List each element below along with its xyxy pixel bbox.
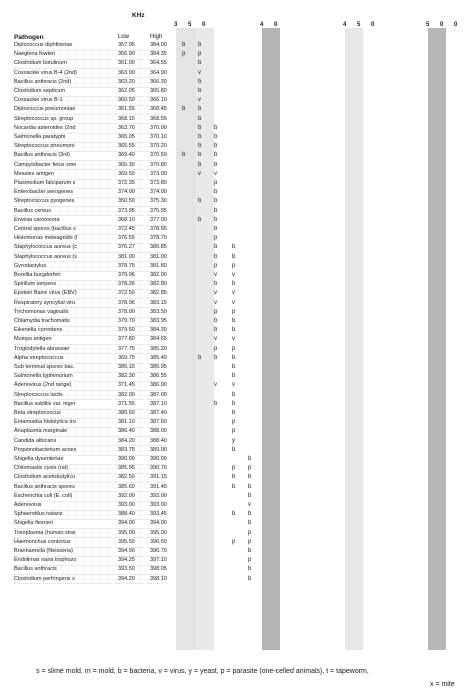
high-freq: 374.00 <box>150 189 167 196</box>
pathogen-name: Gyrodactylus <box>14 262 47 269</box>
legend-line-1: s = slime mold, m = mold, b = bacteria, v = virus, y = yeast, p = parasite (one-celled animals), t = tapeworm, <box>36 668 369 675</box>
frequency-band-3 <box>262 28 280 650</box>
type-mark: b <box>214 143 218 150</box>
pathogen-name: Mumps antigen <box>14 336 52 343</box>
pathogen-name: Salmonella paratyphi <box>14 134 66 140</box>
type-mark: p <box>248 557 252 564</box>
pathogen-name: Toxoplasma (human strai <box>14 529 76 536</box>
type-mark: b <box>214 281 218 288</box>
pathogen-name: Borellia burgdorferi <box>14 272 61 278</box>
type-mark: p <box>214 308 218 315</box>
high-freq: 390.09 <box>150 456 167 462</box>
high-freq: 398.10 <box>150 575 167 582</box>
low-freq: 363.70 <box>118 124 135 131</box>
high-freq: 382.00 <box>150 272 167 278</box>
col-pathogen: Pathogen <box>14 34 44 41</box>
high-freq: 370.80 <box>150 161 167 168</box>
pathogen-name: Shigella dysenteriae <box>14 456 64 462</box>
low-freq: 372.45 <box>118 226 135 232</box>
pathogen-name: Haemonchus contortus <box>14 538 71 545</box>
high-freq: 396.50 <box>150 538 167 545</box>
high-freq: 388.40 <box>150 437 167 444</box>
pathogen-name: Bacillus anthracis (2nd) <box>14 78 72 85</box>
type-mark: b <box>214 134 218 140</box>
type-mark: p <box>232 419 236 426</box>
high-freq: 384.65 <box>150 336 167 343</box>
low-freq: 365.30 <box>118 161 135 168</box>
type-mark: v <box>214 299 217 306</box>
type-mark: b <box>232 281 236 288</box>
low-freq: 360.50 <box>118 97 135 104</box>
high-freq: 364.55 <box>150 60 167 67</box>
low-freq: 350.50 <box>118 198 135 205</box>
type-mark: b <box>232 364 236 370</box>
pathogen-name: Alpha streptococcus <box>14 354 64 361</box>
low-freq: 390.09 <box>118 456 135 462</box>
high-freq: 386.55 <box>150 373 167 380</box>
low-freq: 369.50 <box>118 170 135 177</box>
pathogen-name: Chlamydia trachomatis <box>14 318 70 324</box>
type-mark: b <box>248 575 252 582</box>
high-freq: 365.80 <box>150 88 167 94</box>
type-mark: b <box>232 391 236 398</box>
low-freq: 369.75 <box>118 354 135 361</box>
low-freq: 395.50 <box>118 538 135 545</box>
high-freq: 377.00 <box>150 216 167 223</box>
type-mark: v <box>232 299 235 306</box>
pathogen-name: Branhamella (Neisseria) <box>14 548 73 554</box>
low-freq: 378.96 <box>118 299 135 306</box>
high-freq: 368.45 <box>150 106 167 113</box>
high-freq: 397.10 <box>150 557 167 564</box>
pathogen-name: Trichomonas vaginalis <box>14 308 69 315</box>
low-freq: 368.10 <box>118 216 135 223</box>
high-freq: 370.10 <box>150 134 167 140</box>
low-freq: 376.27 <box>118 244 135 251</box>
type-mark: p <box>232 345 236 352</box>
high-freq: 382.80 <box>150 281 167 288</box>
high-freq: 373.00 <box>150 170 167 177</box>
pathogen-name: Histomonas meleagridis (l <box>14 235 78 242</box>
type-mark: v <box>232 382 235 389</box>
pathogen-name: Adenovirus (2nd range) <box>14 382 72 389</box>
type-mark: b <box>214 161 218 168</box>
high-freq: 385.40 <box>150 354 167 361</box>
scale-label: 0 <box>274 22 278 28</box>
low-freq: 381.00 <box>118 253 135 260</box>
pathogen-name: Measles antigen <box>14 170 55 177</box>
low-freq: 393.50 <box>118 566 135 573</box>
pathogen-name: Shigella flexneri <box>14 520 53 527</box>
low-freq: 384.20 <box>118 437 135 444</box>
low-freq: 374.00 <box>118 189 135 196</box>
high-freq: 386.90 <box>150 382 167 389</box>
high-freq: 389.00 <box>150 446 167 453</box>
type-mark: b <box>214 152 218 159</box>
low-freq: 388.40 <box>118 511 135 518</box>
low-freq: 369.40 <box>118 152 135 159</box>
type-mark: b <box>198 106 202 113</box>
type-mark: b <box>182 152 186 159</box>
frequency-band-1 <box>176 28 196 650</box>
low-freq: 378.00 <box>118 308 135 315</box>
high-freq: 384.35 <box>150 51 167 58</box>
type-mark: b <box>198 152 202 159</box>
type-mark: b <box>214 244 218 251</box>
type-mark: b <box>248 520 252 527</box>
pathogen-name: Epstein Barre virus (EBV) <box>14 290 77 297</box>
low-freq: 394.25 <box>118 557 135 564</box>
type-mark: p <box>182 51 186 58</box>
pathogen-name: Staphylococcus aureus (c <box>14 244 77 251</box>
low-freq: 372.50 <box>118 290 135 297</box>
scale-label: 3 <box>174 22 178 28</box>
type-mark: b <box>198 354 202 361</box>
pathogen-name: Adenovirus <box>14 502 42 508</box>
scale-label: 0 <box>202 22 206 28</box>
pathogen-name: Sub terminal spores bac. <box>14 364 75 370</box>
low-freq: 361.55 <box>118 106 135 113</box>
type-mark: v <box>214 336 217 343</box>
high-freq: 394.00 <box>150 520 167 527</box>
type-mark: b <box>232 474 236 481</box>
high-freq: 383.50 <box>150 308 167 315</box>
pathogen-name: Bacillus anthracis <box>14 566 57 573</box>
high-freq: 396.70 <box>150 548 167 554</box>
type-mark: p <box>248 465 252 472</box>
type-mark: p <box>232 262 236 269</box>
pathogen-name: Beta streptococcus <box>14 410 61 416</box>
pathogen-name: Streptococcus pneumoni <box>14 143 75 150</box>
type-mark: b <box>232 446 236 453</box>
type-mark: b <box>232 253 236 260</box>
low-freq: 378.75 <box>118 262 135 269</box>
low-freq: 356.90 <box>118 51 135 58</box>
pathogen-name: Escherichia coli (E. coli) <box>14 492 73 499</box>
pathogen-name: Campylobacter fetus sme <box>14 161 77 168</box>
high-freq: 384.00 <box>150 42 167 48</box>
type-mark: p <box>248 529 252 536</box>
type-mark: v <box>214 290 217 297</box>
high-freq: 383.15 <box>150 299 167 306</box>
pathogen-name: Staphylococcus aureus (s <box>14 253 77 260</box>
scale-label: 5 <box>426 22 430 28</box>
type-mark: b <box>198 124 202 131</box>
high-freq: 387.40 <box>150 410 167 416</box>
high-freq: 384.30 <box>150 327 167 334</box>
pathogen-name: Eikenella corrodens <box>14 327 63 334</box>
pathogen-name: Clostridium acetobutylicu <box>14 474 76 481</box>
type-mark: b <box>214 400 218 407</box>
high-freq: 391.45 <box>150 483 167 490</box>
pathogen-name: Bacillus subtilis var. niger <box>14 400 76 407</box>
pathogen-name: Erwinia carotovora <box>14 216 60 223</box>
pathogen-name: Clostridium botulinum <box>14 60 67 67</box>
pathogen-name: Naegleria fowleri <box>14 51 55 58</box>
pathogen-name: Candida albicans <box>14 437 57 444</box>
type-mark: v <box>198 170 201 177</box>
type-mark: p <box>232 465 236 472</box>
col-high: High <box>150 34 163 40</box>
high-freq: 373.80 <box>150 180 167 186</box>
type-mark: b <box>198 216 202 223</box>
high-freq: 385.95 <box>150 364 167 370</box>
high-freq: 381.00 <box>150 253 167 260</box>
low-freq: 361.00 <box>118 60 135 67</box>
type-mark: b <box>232 354 236 361</box>
scale-label: 5 <box>188 22 192 28</box>
high-freq: 378.65 <box>150 226 167 232</box>
pathogen-name: Nocardia asteroides (2nd <box>14 124 76 131</box>
type-mark: b <box>214 189 218 196</box>
frequency-band-5 <box>428 28 446 650</box>
low-freq: 392.00 <box>118 492 135 499</box>
pathogen-name: Coxsackie virus B-4 (2nd) <box>14 69 77 76</box>
high-freq: 375.30 <box>150 198 167 205</box>
type-mark: b <box>198 161 202 168</box>
low-freq: 371.55 <box>118 400 135 407</box>
pathogen-name: Bacillus anthracis (3rd) <box>14 152 70 159</box>
type-mark: b <box>198 143 202 150</box>
type-mark: b <box>182 42 186 48</box>
pathogen-name: Clostridium perfringens s <box>14 575 75 582</box>
low-freq: 377.75 <box>118 345 135 352</box>
pathogen-name: Anaplasma marginale <box>14 428 68 435</box>
type-mark: b <box>198 198 202 205</box>
low-freq: 382.50 <box>118 474 135 481</box>
type-mark: b <box>198 134 202 140</box>
type-mark: v <box>214 170 217 177</box>
low-freq: 376.55 <box>118 235 135 242</box>
high-freq: 385.20 <box>150 345 167 352</box>
pathogen-name: Sphaerotilus natans <box>14 511 63 518</box>
type-mark: b <box>232 244 236 251</box>
high-freq: 387.00 <box>150 391 167 398</box>
type-mark: p <box>198 51 202 58</box>
type-mark: v <box>248 502 251 508</box>
low-freq: 379.50 <box>118 327 135 334</box>
pathogen-name: Clostridium septicum <box>14 88 66 94</box>
type-mark: v <box>232 272 235 278</box>
type-mark: p <box>232 428 236 435</box>
high-freq: 383.95 <box>150 318 167 324</box>
type-mark: b <box>248 548 252 554</box>
low-freq: 385.15 <box>118 364 135 370</box>
pathogen-name: Streptococcus sp. group <box>14 115 74 122</box>
type-mark: v <box>214 272 217 278</box>
high-freq: 368.55 <box>150 115 167 122</box>
type-mark: b <box>214 354 218 361</box>
type-mark: p <box>214 180 218 186</box>
pathogen-name: Endolimax nana trophozo <box>14 557 77 564</box>
high-freq: 387.60 <box>150 419 167 426</box>
type-mark: b <box>214 318 218 324</box>
type-mark: b <box>232 373 236 380</box>
low-freq: 386.40 <box>118 428 135 435</box>
high-freq: 370.50 <box>150 152 167 159</box>
low-freq: 378.36 <box>118 281 135 288</box>
frequency-band-4 <box>345 28 363 650</box>
pathogen-name: Respiratory syncytial viru <box>14 299 76 306</box>
type-mark: b <box>214 207 218 214</box>
low-freq: 365.05 <box>118 134 135 140</box>
pathogen-name: Central spores (bacillus s <box>14 226 76 232</box>
type-mark: b <box>248 566 252 573</box>
type-mark: b <box>232 511 236 518</box>
high-freq: 390.70 <box>150 465 167 472</box>
high-freq: 398.05 <box>150 566 167 573</box>
type-mark: y <box>232 437 235 444</box>
scale-label: 4 <box>260 22 264 28</box>
scale-label: 0 <box>454 22 458 28</box>
type-mark: b <box>232 410 236 416</box>
high-freq: 370.20 <box>150 143 167 150</box>
low-freq: 363.90 <box>118 69 135 76</box>
scale-label: 4 <box>343 22 347 28</box>
low-freq: 371.45 <box>118 382 135 389</box>
low-freq: 372.35 <box>118 180 135 186</box>
type-mark: b <box>198 115 202 122</box>
low-freq: 393.00 <box>118 502 135 508</box>
pathogen-name: Plasmodium falciparum s <box>14 180 76 186</box>
type-mark: b <box>214 327 218 334</box>
high-freq: 393.00 <box>150 502 167 508</box>
low-freq: 382.00 <box>118 391 135 398</box>
pathogen-name: Coxsackie virus B-1 <box>14 97 63 104</box>
low-freq: 357.95 <box>118 42 135 48</box>
type-mark: p <box>214 235 218 242</box>
type-mark: b <box>232 400 236 407</box>
low-freq: 395.00 <box>118 529 135 536</box>
type-mark: v <box>232 336 235 343</box>
high-freq: 366.30 <box>150 78 167 85</box>
type-mark: p <box>214 345 218 352</box>
scale-label: 0 <box>371 22 375 28</box>
low-freq: 379.70 <box>118 318 135 324</box>
pathogen-name: Diplococcus pneumoniae <box>14 106 76 113</box>
pathogen-name: Enterobacter aerogenes <box>14 189 74 196</box>
low-freq: 377.80 <box>118 336 135 343</box>
high-freq: 391.15 <box>150 474 167 481</box>
low-freq: 373.95 <box>118 207 135 214</box>
pathogen-name: Propionobacterium acnes <box>14 446 77 453</box>
high-freq: 381.80 <box>150 262 167 269</box>
type-mark: b <box>248 483 252 490</box>
type-mark: v <box>232 290 235 297</box>
scale-label: 5 <box>357 22 361 28</box>
pathogen-name: Troglodytella abrassari <box>14 345 70 352</box>
scale-label: 0 <box>440 22 444 28</box>
pathogen-name: Salmonella typhimurium <box>14 373 73 380</box>
col-low: Low <box>118 34 130 40</box>
low-freq: 394.20 <box>118 575 135 582</box>
type-mark: v <box>198 97 201 104</box>
type-mark: v <box>214 382 217 389</box>
low-freq: 382.30 <box>118 373 135 380</box>
legend-line-2: x = mite <box>430 681 455 688</box>
low-freq: 363.20 <box>118 78 135 85</box>
low-freq: 394.90 <box>118 548 135 554</box>
type-mark: b <box>214 216 218 223</box>
type-mark: b <box>214 226 218 232</box>
low-freq: 368.15 <box>118 115 135 122</box>
high-freq: 370.00 <box>150 124 167 131</box>
pathogen-name: Diplococcus diphtheriae <box>14 42 73 48</box>
type-mark: b <box>198 60 202 67</box>
pathogen-name: Streptococcus pyogenes <box>14 198 75 205</box>
high-freq: 393.45 <box>150 511 167 518</box>
high-freq: 388.00 <box>150 428 167 435</box>
pathogen-name: Spirillum serpens <box>14 281 57 288</box>
type-mark: b <box>214 124 218 131</box>
type-mark: p <box>232 538 236 545</box>
low-freq: 385.95 <box>118 465 135 472</box>
high-freq: 380.85 <box>150 244 167 251</box>
high-freq: 375.95 <box>150 207 167 214</box>
pathogen-name: Bacillus anthracis spores <box>14 483 75 490</box>
type-mark: b <box>248 456 252 462</box>
low-freq: 381.10 <box>118 419 135 426</box>
type-mark: b <box>214 253 218 260</box>
type-mark: p <box>248 538 252 545</box>
type-mark: b <box>232 483 236 490</box>
high-freq: 364.90 <box>150 69 167 76</box>
low-freq: 365.55 <box>118 143 135 150</box>
low-freq: 379.96 <box>118 272 135 278</box>
type-mark: b <box>198 88 202 94</box>
pathogen-name: Streptococcus lactis <box>14 391 63 398</box>
low-freq: 385.60 <box>118 483 135 490</box>
high-freq: 382.85 <box>150 290 167 297</box>
unit-label: KHz <box>132 12 145 19</box>
type-mark: b <box>198 42 202 48</box>
high-freq: 387.10 <box>150 400 167 407</box>
pathogen-name: Bacillus cereus <box>14 207 51 214</box>
low-freq: 362.05 <box>118 88 135 94</box>
type-mark: p <box>232 308 236 315</box>
type-mark: v <box>198 69 201 76</box>
pathogen-name: Entamoeba histolytica tro <box>14 419 76 426</box>
high-freq: 366.10 <box>150 97 167 104</box>
pathogen-name: Chilomastix cysts (rat) <box>14 465 69 472</box>
type-mark: b <box>198 78 202 85</box>
type-mark: b <box>182 106 186 113</box>
type-mark: b <box>214 198 218 205</box>
low-freq: 383.75 <box>118 446 135 453</box>
low-freq: 380.60 <box>118 410 135 416</box>
type-mark: b <box>232 318 236 324</box>
high-freq: 378.70 <box>150 235 167 242</box>
high-freq: 395.00 <box>150 529 167 536</box>
type-mark: b <box>232 327 236 334</box>
low-freq: 394.00 <box>118 520 135 527</box>
type-mark: p <box>214 262 218 269</box>
type-mark: b <box>248 474 252 481</box>
type-mark: b <box>248 492 252 499</box>
type-mark: b <box>248 511 252 518</box>
high-freq: 393.00 <box>150 492 167 499</box>
